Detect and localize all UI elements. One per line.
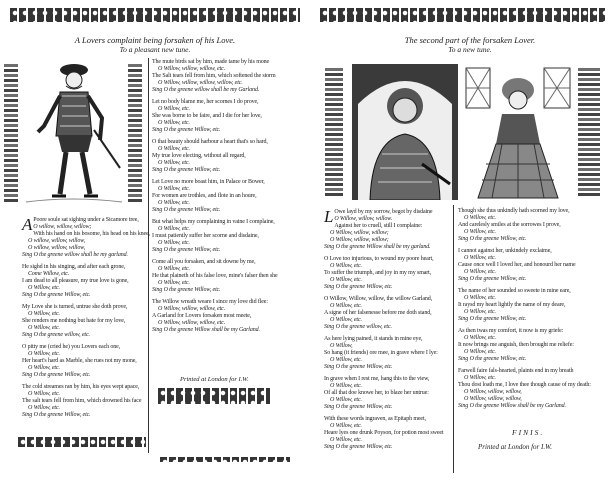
refrain-line: O willow, willow, willow; — [33, 223, 92, 230]
verse-line: Poore soule sat sighing under a Sicamore tree, — [33, 217, 139, 223]
verse-line: The salt tears fell from him, which drowned his face — [22, 397, 142, 404]
verse-line: With his hand on his bosome, his head on his knee, — [33, 230, 151, 237]
tune-text: To a new tune. — [448, 45, 492, 54]
refrain-line: O Willow, willow, willow, willow, etc. — [158, 79, 243, 86]
refrain-line: O Willow, willow, willow. — [334, 215, 393, 222]
verse-line: I am dead to all pleasure, my true love is gone, — [22, 277, 129, 284]
stanza — [152, 139, 278, 174]
bottom-ornament-left-column — [18, 437, 146, 447]
bottom-ornament-strip — [160, 457, 290, 462]
verse-line: Cause once well I loved her, and honourd her name — [458, 261, 576, 268]
stanza — [324, 296, 443, 331]
left-column-2 — [152, 59, 278, 339]
refrain-line: Come Willow, etc. — [28, 270, 70, 277]
chorus-line: Sing O the greene Willow, etc. — [152, 166, 221, 173]
refrain-line: O Willow, etc. — [158, 279, 190, 286]
refrain-line: O Willow, willow, willow, — [464, 388, 522, 395]
refrain-line: O Willow, etc. — [330, 316, 362, 323]
stanza — [152, 299, 278, 334]
refrain-line: O Willow, etc. — [464, 268, 496, 275]
chorus-line: Sing O the greene Willow, etc. — [324, 403, 393, 410]
refrain-line: O Willow, willow, willow; — [330, 236, 389, 243]
refrain-line: O Willow, etc. — [464, 294, 496, 301]
chorus-line: Sing O the greene Willow, etc. — [22, 291, 91, 298]
side-ornament-right-inner — [578, 66, 600, 196]
woodcut-armored-man-image — [352, 64, 458, 200]
verse-line: He that plaineth of his false love, mine's falser then she — [152, 272, 278, 279]
chorus-line: Sing O the greene Willow, etc. — [324, 363, 393, 370]
stanza — [458, 248, 591, 283]
verse-line: My Love she is turned, untrue she doth prove, — [22, 303, 128, 310]
verse-line: Heare lyes one drunk Poyson, for potion most sweet — [324, 429, 444, 436]
refrain-line: O Willow, etc. — [330, 436, 362, 443]
stanza — [324, 416, 443, 451]
top-ornament-band-right — [320, 8, 605, 22]
verse-line: For women are trothles, and flote in an houre, — [152, 192, 257, 199]
stanza — [152, 59, 278, 94]
refrain-line: O Willow, etc. — [330, 356, 362, 363]
chorus-line: Sing O the greene Willow shall be my garland. — [324, 243, 431, 250]
refrain-line: O Willow, etc. — [28, 350, 60, 357]
refrain-line: O Willow, etc. — [158, 105, 190, 112]
chorus-line: Sing O the greene Willow, etc. — [324, 443, 393, 450]
finis-text: FINIS. — [512, 428, 545, 437]
refrain-line: O Willow, etc. — [464, 214, 496, 221]
verse-line: The cold streames ran by him, his eyes wept apace, — [22, 384, 140, 391]
verse-line: She was borne to be faire, and I die for her love, — [152, 112, 262, 119]
imprint-right: Printed at London for I.W. — [478, 443, 553, 451]
refrain-line: O Willow, etc. — [158, 199, 190, 206]
verse-line: As here lying pained, it stands in mine eye, — [324, 336, 423, 342]
title-text: A Lovers complaint being forsaken of his Love. — [74, 35, 236, 45]
refrain-line: O Willow, etc. — [464, 335, 496, 341]
refrain-line: O Willow, etc. — [464, 228, 496, 235]
chorus-line: Sing O the greene Willow, etc. — [458, 355, 527, 362]
refrain-line: O Willow, etc. — [158, 226, 190, 233]
chorus-line: Sing O the greene Willow, etc. — [22, 371, 91, 378]
refrain-line: O Willow, etc. — [28, 404, 60, 411]
woodcut-lady-image — [462, 64, 574, 200]
ballad-title-left — [40, 36, 270, 54]
stanza — [324, 336, 443, 371]
verse-line: Farwell faire fals-hearted, plaints end in my breath — [458, 368, 574, 375]
verse-line: And carelesly smiles at the sorrowes I prove, — [458, 221, 561, 228]
refrain-line: O Willow, etc. — [330, 262, 362, 269]
side-ornament-right-outer — [325, 66, 343, 196]
stanza — [458, 288, 591, 323]
refrain-line: O Willow, etc. — [28, 310, 60, 317]
stanza — [152, 219, 278, 254]
chorus-line: Sing O the greene willow, etc. — [324, 323, 392, 330]
verse-line: Her heart's hard as Marble, she rues not my mone, — [22, 357, 137, 364]
refrain-line: O Willow, etc. — [28, 390, 60, 397]
stanza — [22, 344, 141, 379]
side-ornament-left-outer — [4, 62, 18, 202]
verse-line: So hang (it friends) ore mee, in grave where I lye: — [324, 349, 438, 356]
verse-line: As then twas my comfort, it now is my griefe: — [458, 328, 564, 335]
refrain-line: O Willow, willow, willow; — [330, 229, 389, 236]
refrain-line: O Willow, — [330, 342, 353, 349]
refrain-line: O Willow, etc. — [158, 119, 190, 126]
stanza — [458, 368, 591, 409]
top-ornament-band-left — [10, 8, 300, 22]
stanza — [324, 256, 443, 291]
tune-text: To a pleasant new tune. — [119, 45, 191, 54]
verse-line: Though she thus unkindly hath scorned my love, — [458, 208, 570, 214]
verse-line: In grave when I rest me, hang this to the view, — [324, 376, 430, 383]
chorus-line: Sing O the greene Willow, etc. — [152, 206, 221, 213]
chorus-line: Sing O the greene Willow, etc. — [458, 315, 527, 322]
column-divider-left — [148, 58, 149, 453]
refrain-line: O Willow, etc. — [158, 266, 190, 273]
refrain-line: O Willow, etc. — [158, 239, 190, 246]
stanza — [22, 264, 141, 299]
verse-line: It raysd my heart lightly the name of my deare, — [458, 301, 566, 308]
right-column-1 — [324, 209, 443, 456]
refrain-line: O Willow, etc. — [464, 254, 496, 261]
chorus-line: Sing O the greene Willow, etc. — [324, 283, 393, 290]
side-ornament-left-inner — [128, 62, 142, 202]
refrain-line: O Willow, willow, willow, etc. — [158, 65, 226, 72]
chorus-line: Sing O the greene willow, etc. — [22, 331, 90, 338]
chorus-line: Sing O the greene Willow, etc. — [152, 126, 221, 133]
refrain-line: O Willow, willow, willow, etc. — [158, 306, 226, 313]
refrain-line: O Willow, etc. — [464, 308, 496, 315]
chorus-line: Sing O the greene Willow, etc. — [22, 411, 91, 418]
verse-line: Of all that doe knowe her, to blaze her untrue: — [324, 389, 429, 396]
refrain-line: O Willow, etc. — [330, 302, 362, 309]
refrain-line: O Willow, etc. — [28, 364, 60, 371]
verse-line: Let Love no more boast him, in Palace or Bower, — [152, 179, 265, 186]
woodcut-gentleman-image — [22, 56, 126, 206]
refrain-line: O Willow, etc. — [158, 145, 190, 152]
drop-cap: L — [324, 207, 334, 226]
verse-line: To suffer the triumph, and joy in my my smart, — [324, 269, 432, 276]
verse-line: She renders me nothing but hate for my love, — [22, 317, 126, 324]
bottom-ornament-right-column — [158, 388, 270, 404]
verse-line: My true love electing, without all regard, — [152, 152, 246, 159]
refrain-line: O Willow, willow, willow, etc. — [158, 319, 226, 326]
verse-line: Let no body blame me, her scornes I do prove, — [152, 99, 259, 106]
refrain-line: O Willow, etc. — [330, 422, 362, 429]
verse-line: A Garland for Lovers forsaken most meete, — [152, 313, 252, 319]
verse-line: With these words ingraven, as Epitaph meet, — [324, 416, 426, 423]
stanza — [22, 304, 141, 339]
verse-line: I cannot against her, unkindely exclaime, — [458, 248, 552, 255]
verse-line: Come all you forsaken, and sit downe by me, — [152, 259, 256, 266]
refrain-line: O willow, willow, willow, — [28, 237, 86, 244]
verse-line: He sighd in his singing, and after each grone, — [22, 263, 126, 270]
right-column-2 — [458, 208, 591, 415]
stanza — [22, 215, 151, 258]
chorus-line: Sing O the greene Willow, etc. — [152, 286, 221, 293]
stanza — [324, 209, 443, 250]
refrain-line: O Willow, etc. — [464, 348, 496, 355]
chorus-line: Sing O the greene Willow, etc. — [458, 275, 527, 282]
chorus-line: Sing O the greene Willow shall be my Garland. — [458, 402, 566, 409]
verse-line: It now brings me anguish, then brought me reliefe: — [458, 341, 574, 348]
verse-line: Owe layd by my sorrow, begot by disdaine — [334, 209, 433, 215]
stanza — [458, 328, 591, 363]
chorus-line: Sing O the greene willow shall be my Garland. — [152, 86, 260, 93]
imprint-left: Printed at London for I.W. — [180, 376, 249, 383]
verse-line: The Salt tears fell from him, which softened the storm — [152, 72, 276, 79]
refrain-line: O Willow, etc. — [158, 159, 190, 166]
verse-line: The name of her sounded so sweete in mine eare, — [458, 288, 571, 295]
verse-line: Against her to cruell, still I complaine: — [334, 222, 423, 229]
refrain-line: O Willow, etc. — [28, 284, 60, 291]
verse-line: The mute birds sat by him, made tame by his mone — [152, 59, 270, 65]
verse-line: O Love too injurious, to wound my poore heart, — [324, 255, 434, 262]
stanza — [458, 208, 591, 243]
verse-line: A signe of her falsenesse before me doth stand, — [324, 309, 432, 316]
stanza — [152, 179, 278, 214]
chorus-line: Sing O the greene Willow, etc. — [152, 246, 221, 253]
refrain-line: O Willow, etc. — [464, 375, 496, 382]
verse-line: The Willow wreath weare I since my love did flee: — [152, 299, 268, 306]
refrain-line: O Willow, willow, willow, — [464, 395, 522, 402]
chorus-line: Sing O the greene Willow, etc. — [458, 235, 527, 242]
stanza — [152, 99, 278, 134]
refrain-line: O Willow, etc. — [158, 186, 190, 192]
verse-line: O Willow, Willow, willow, the willow Garland, — [324, 295, 433, 302]
column-divider-right — [453, 205, 454, 473]
refrain-line: O Willow, etc. — [330, 396, 362, 403]
verse-line: O pitty me (cried he) you Lovers each one, — [22, 344, 121, 350]
drop-cap: A — [22, 215, 33, 234]
stanza — [22, 384, 141, 419]
refrain-line: O Willow, etc. — [330, 382, 362, 389]
chorus-line: Sing O the greene willow shall be my garland. — [22, 251, 128, 258]
verse-line: Thou dost loath me, I love thee though cause of my death: — [458, 381, 591, 388]
stanza — [324, 376, 443, 411]
chorus-line: Sing O the greene Willow shall be my Garland. — [152, 326, 260, 333]
verse-line: I must patiently suffer her scorne and disdaine, — [152, 232, 259, 239]
title-text: The second part of the forsaken Lover. — [404, 35, 536, 45]
refrain-line: O willow, willow, willow, — [28, 244, 86, 251]
verse-line: O that beauty should harbour a heart that's so hard, — [152, 139, 268, 146]
refrain-line: O Willow, etc. — [330, 276, 362, 283]
verse-line: But what helps my complaining in vaine I complaine, — [152, 219, 275, 226]
left-column-1 — [22, 215, 151, 424]
ballad-title-right — [370, 36, 570, 54]
refrain-line: O Willow, etc. — [28, 324, 60, 331]
stanza — [152, 259, 278, 294]
